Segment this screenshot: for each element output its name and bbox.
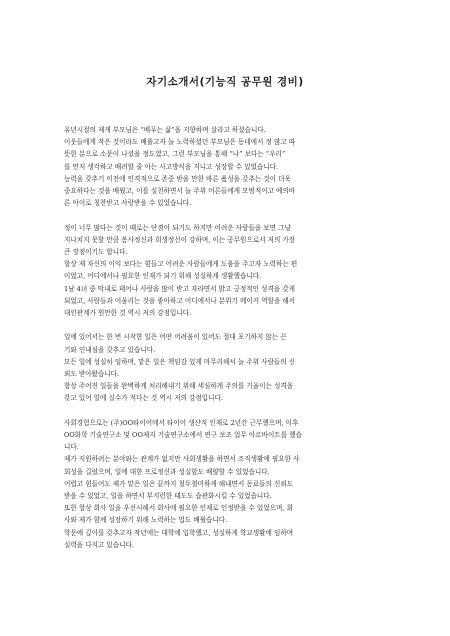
document-title: 자기소개서(기능직 공무원 경비)	[146, 76, 304, 88]
text-line: 를 먼저 생각하고 배려할 줄 아는 사고방식을 지니고 성장할 수 있었습니다.	[64, 162, 279, 171]
text-line: 이웃들에게 작은 것이라도 베풀고자 늘 노력하셨던 부모님은 동네에서 정 많고 따	[64, 138, 296, 147]
text-line: 이었고, 어디에서나 필요한 인재가 되기 위해 성실하게 생활했습니다.	[64, 272, 262, 281]
document-body	[64, 124, 394, 563]
text-line: 항상 제 자신의 이익 보다는 힘들고 어려운 사람들에게 도움을 주고자 노력하는 편	[64, 260, 298, 269]
text-line: 되었고, 사람들과 어울리는 것을 좋아하고 어디에서나 분위기 메이커 역할을 해서	[64, 296, 296, 305]
text-line: 사와 제가 함께 성장하기 위해 노력하는 법도 배웠습니다.	[64, 516, 228, 525]
text-line: 또한 항상 회사 일을 우선시해서 회사에 필요한 인재로 인정받을 수 있었으며, 회	[64, 504, 293, 513]
text-line: 일에 있어서는 한 번 시작한 일은 어떤 어려움이 있어도 절대 포기하지 않는 끈	[64, 333, 287, 342]
text-line: 능력을 갖추기 이전에 인격적으로 존중 받을 만한 바른 품성을 갖추는 것이 더욱	[64, 174, 291, 183]
text-line: 기와 인내심을 갖추고 있습니다.	[64, 345, 156, 354]
text-line: 제가 지원하려는 분야와는 관계가 없지만 사회생활을 하면서 조직생활에 필요한 사	[64, 455, 300, 464]
text-line: 받을 수 있었고, 일을 하면서 부지런한 태도도 습관화시킬 수 있었습니다.	[64, 492, 272, 501]
paragraph-work-attitude	[64, 331, 394, 404]
text-line: 대인관계가 원만한 것 역시 저의 강점입니다.	[64, 309, 192, 318]
text-line: 회성을 길렀으며, 일에 대한 프로정신과 성실함도 배양할 수 있었습니다.	[64, 467, 270, 476]
text-line: 뢰도 받아왔습니다.	[64, 370, 120, 379]
paragraph-strengths	[64, 222, 394, 320]
text-line: 중요하다는 것을 배웠고, 이를 실천하면서 늘 주위 어른들에게 모범적이고 예의바	[64, 187, 296, 196]
text-line: 큰 장점이기도 합니다.	[64, 248, 128, 257]
paragraph-childhood	[64, 124, 394, 209]
text-line: 실력을 다지고 있습니다.	[64, 540, 134, 549]
text-line: 유년시절의 제게 부모님은 “베푸는 삶”을 지향하며 살라고 하셨습니다.	[64, 126, 266, 134]
text-line: 지나치지 못할 만큼 봉사정신과 희생정신이 강하며, 이는 공무원으로서 저의 가장	[64, 235, 296, 244]
text-line: 른 아이로 칭찬받고 사랑받을 수 있었습니다.	[64, 199, 192, 208]
text-line: 정이 너무 많다는 것이 때로는 단점이 되기도 하지만 어려운 사람들을 보면 그냥	[64, 223, 291, 232]
text-line: OO화학 기술연구소 및 OO제지 기술연구소에서 연구 보조 업무 아르바이트를 했습	[64, 431, 302, 440]
paragraph-experience	[64, 417, 394, 551]
text-line: 어렵고 힘들어도 제가 맡은 일은 끝까지 철두철미하게 해내면서 동료들의 신뢰도	[64, 479, 294, 488]
text-line: 뜻한 분으로 소문이 나셨을 정도였고, 그런 부모님을 통해 “나” 보다는 “우리”	[64, 150, 286, 159]
text-line: 갖고 있어 일에 실수가 적다는 것 역시 저의 강점입니다.	[64, 394, 223, 403]
text-line: 1남 4녀 중 막내로 태어나 사랑을 많이 받고 자라면서 밝고 긍정적인 성격을 갖게	[64, 284, 295, 293]
text-line: 사회경험으로는 (주)OO타이어에서 타이어 생산직 인재로 2년간 근무했으며, 이후	[64, 418, 299, 427]
text-line: 항상 주어진 일들을 완벽하게 처리해내기 위해 세심하게 주의를 기울이는 성격을	[64, 382, 294, 391]
text-line: 니다.	[64, 443, 79, 452]
text-line: 모든 일에 성실히 임하며, 맡은 일은 책임감 있게 마무리해서 늘 주위 사람들의 신	[64, 357, 296, 366]
text-line: 학문에 깊이를 갖추고자 작년에는 대학에 입학했고, 성실하게 학교생활에 임하며	[64, 528, 294, 537]
